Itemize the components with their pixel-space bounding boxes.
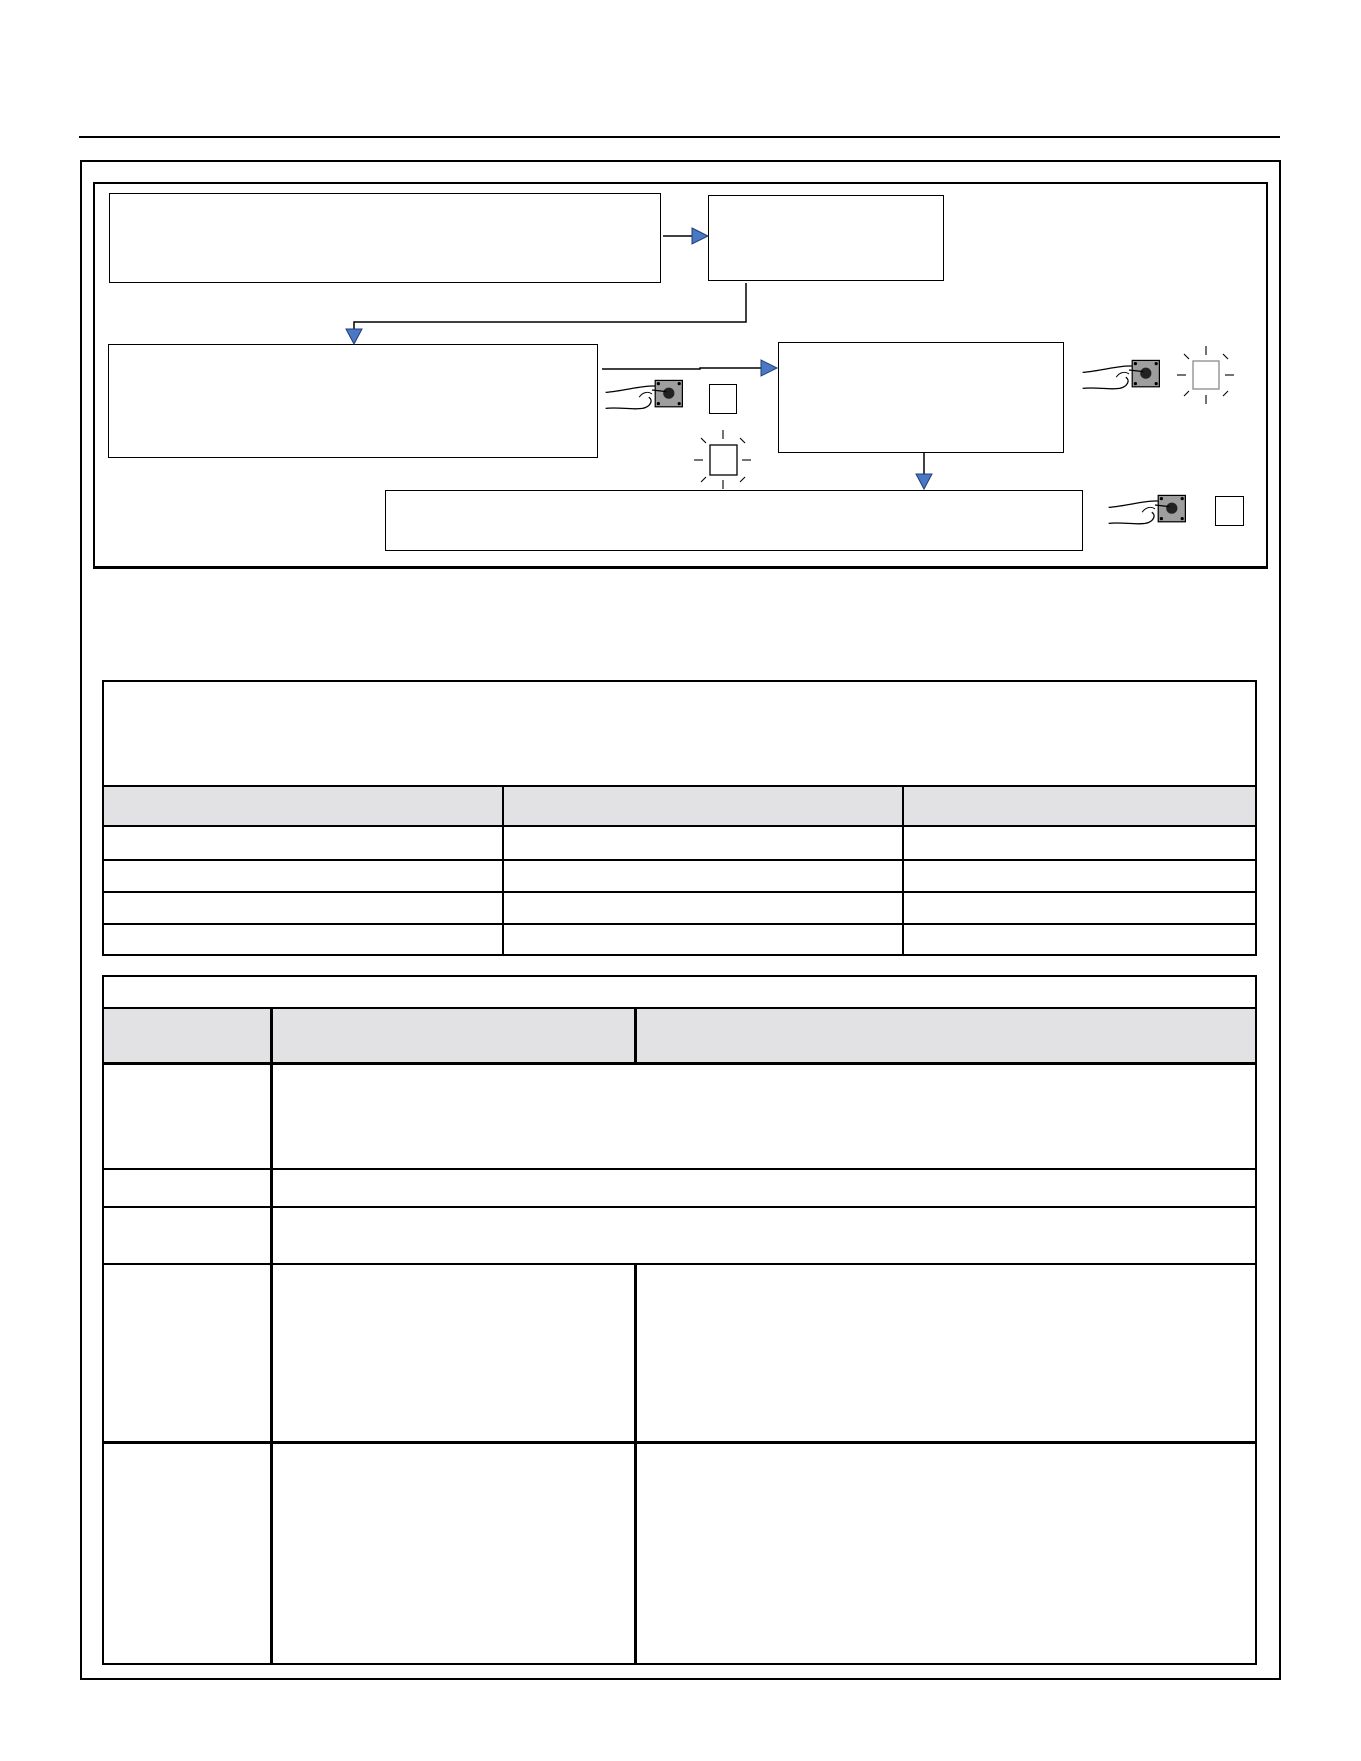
table-row [104,829,1255,861]
table-2-column-divider [270,1009,273,1665]
table-2-row-divider [104,1263,1255,1265]
indicator-box-flashing-icon [692,428,754,490]
table-2-row-divider [104,1206,1255,1208]
table-1-column-divider [902,787,904,956]
table-2-column-divider [634,1263,637,1665]
table-2-row-divider [104,1168,1255,1170]
table-2-row-divider [104,1441,1255,1444]
arrowhead-down-1 [346,329,362,344]
arrowhead-down-2 [916,474,932,489]
table-2-column-divider [634,1009,637,1065]
table-2-header-row [104,1009,1255,1065]
table-row [104,893,1255,925]
table-2-title-cell [104,977,1255,1009]
table-2 [102,975,1257,1665]
table-1 [102,680,1257,956]
indicator-box-off-icon [709,384,737,414]
hand-press-button-icon [1081,357,1161,407]
table-1-title-cell [104,682,1255,787]
hand-press-button-icon [604,377,684,427]
table-1-column-divider [502,787,504,956]
table-row [104,861,1255,893]
hand-press-button-icon [1107,492,1187,542]
table-row [104,925,1255,956]
indicator-box-flashing-icon [1176,345,1236,405]
arrowhead-right-2 [761,360,777,376]
indicator-box-off-icon [1215,496,1244,526]
table-1-header-row [104,787,1255,827]
arrowhead-right-1 [692,228,708,244]
